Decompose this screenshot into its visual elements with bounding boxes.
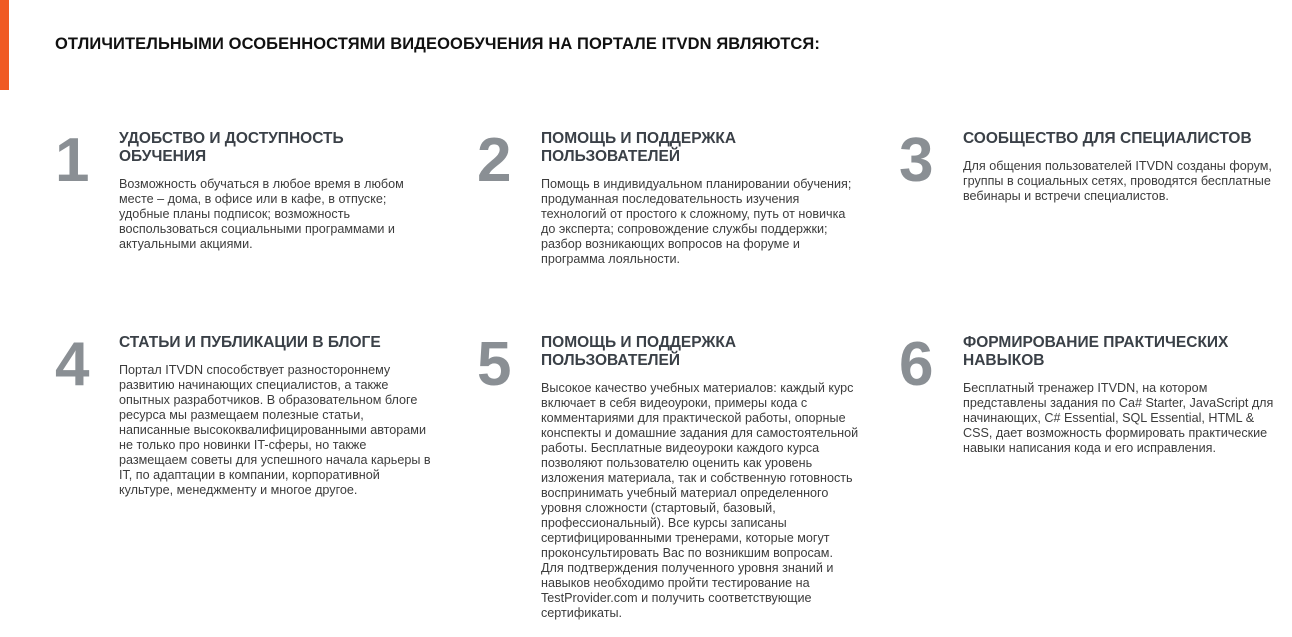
feature-number: 4	[55, 330, 90, 399]
feature-title: ПОМОЩЬ И ПОДДЕРЖКА ПОЛЬЗОВАТЕЛЕЙ	[541, 334, 737, 369]
accent-bar	[0, 0, 9, 90]
feature-text: Портал ITVDN способствует разностороннему развитию начинающих специалистов, а также опытных разработчиков. В образовательном блоге ресурса мы размещаем полезные статьи, написанные высококвалифицированными авторами не только про новинки IT-сферы, но также размещаем советы для успешного начала карьеры в IT, по адаптации в компании, корпоративной культуре, менеджменту и многое другое.	[119, 363, 431, 497]
feature-number: 2	[477, 126, 512, 195]
feature-title: УДОБСТВО И ДОСТУПНОСТЬ ОБУЧЕНИЯ	[119, 130, 344, 165]
feature-number: 3	[899, 126, 934, 195]
feature-text: Для общения пользователей ITVDN созданы форум, группы в социальных сетях, проводятся бесплатные вебинары и встречи специалистов.	[963, 159, 1272, 203]
page-title: ОТЛИЧИТЕЛЬНЫМИ ОСОБЕННОСТЯМИ ВИДЕООБУЧЕНИЯ НА ПОРТАЛЕ ITVDN ЯВЛЯЮТСЯ:	[55, 35, 820, 53]
feature-number: 6	[899, 330, 934, 399]
feature-text: Помощь в индивидуальном планировании обучения; продуманная последовательность изучения технологий от простого к сложному, путь от новичка до эксперта; сопровождение службы поддержки; разбор возникающих вопросов на форуме и программа лояльности.	[541, 177, 852, 266]
feature-title: СТАТЬИ И ПУБЛИКАЦИИ В БЛОГЕ	[119, 334, 381, 351]
feature-text: Высокое качество учебных материалов: каждый курс включает в себя видеоуроки, примеры кода с комментариями для практической работы, опорные конспекты и домашние задания для самостоятельной работы. Бесплатные видеоуроки каждого курса позволяют пользователю оценить как уровень изложения материала, так и собственную готовность воспринимать учебный материал определенного уровня сложности (стартовый, базовый, профессиональный). Все курсы записаны сертифицированными тренерами, которые могут проконсультировать Вас по возникшим вопросам. Для подтверждения полученного уровня знаний и навыков необходимо пройти тестирование на TestProvider.com и получить соответствующие сертификаты.	[541, 381, 859, 620]
feature-text: Бесплатный тренажер ITVDN, на котором представлены задания по Ca# Starter, JavaScript для начинающих, C# Essential, SQL Essential, HTML & CSS, дает возможность формировать практические навыки написания кода и его исправления.	[963, 381, 1274, 455]
feature-title: ПОМОЩЬ И ПОДДЕРЖКА ПОЛЬЗОВАТЕЛЕЙ	[541, 130, 737, 165]
feature-text: Возможность обучаться в любое время в любом месте – дома, в офисе или в кафе, в отпуске; удобные планы подписок; возможность воспользоваться социальными программами и актуальными акциями.	[119, 177, 404, 251]
feature-number: 1	[55, 126, 90, 195]
feature-title: СООБЩЕСТВО ДЛЯ СПЕЦИАЛИСТОВ	[963, 130, 1252, 147]
feature-title: ФОРМИРОВАНИЕ ПРАКТИЧЕСКИХ НАВЫКОВ	[963, 334, 1229, 369]
feature-number: 5	[477, 330, 512, 399]
